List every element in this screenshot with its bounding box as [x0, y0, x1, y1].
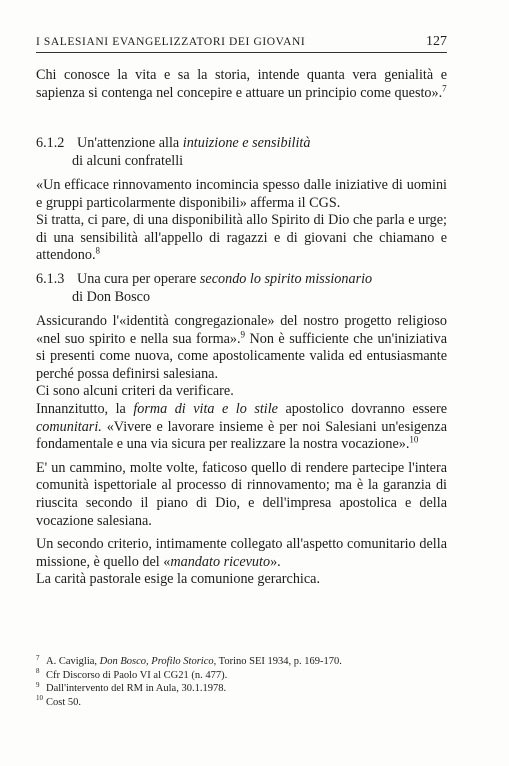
- section-613-body: [36, 313, 447, 589]
- footnote-text: A. Caviglia,: [46, 656, 100, 667]
- section-title-plain: Un'attenzione alla: [77, 135, 180, 151]
- section-612-body: [36, 177, 447, 265]
- intro-text: Chi conosce la vita e sa la storia, intende quanta vera genialità e sapienza si contenga nel concepire e attuare un principio come questo».: [36, 67, 447, 101]
- header-rule: [36, 52, 447, 53]
- paragraph: Un secondo criterio, intimamente collegato all'aspetto comunitario della missione, è quello del «: [36, 536, 447, 570]
- section-title-plain: Una cura per operare: [77, 271, 197, 287]
- footnote-ref: 8: [95, 245, 100, 256]
- paragraph-cont: ».: [270, 553, 281, 570]
- footnote: 10 Cost 50.: [36, 694, 82, 708]
- running-title: I SALESIANI EVANGELIZZATORI DEI GIOVANI: [36, 36, 306, 48]
- section-number: 6.1.3: [36, 271, 65, 287]
- section-title-italic: intuizione e sensibilità: [182, 135, 311, 151]
- paragraph-cont: apostolico dovranno essere: [277, 400, 447, 417]
- footnotes: [36, 655, 456, 709]
- footnote-ref: 9: [240, 328, 246, 339]
- footnote-text: Dall'intervento del RM in Aula, 30.1.1978.: [46, 683, 227, 695]
- paragraph: Assicurando l'«identità congregazionale» del nostro progetto religioso «nel suo spirito e nella sua forma».: [36, 313, 447, 347]
- paragraph-cont: Non è sufficiente che un'iniziativa si presenti come nuova, come apostolicamente valida ed entusiasmante perché possa definirsi salesiana.: [36, 330, 447, 382]
- footnote-ref: 10: [409, 434, 419, 445]
- paragraph: Si tratta, ci pare, di una disponibilità allo Spirito di Dio che parla e urge; di una sensibilità all'appello di ragazzi e di giovani che chiamano e attendono.: [36, 212, 447, 264]
- footnote: 7 A. Caviglia, Don Bosco, Profilo Storico, Torino SEI 1934, p. 169-170.: [36, 653, 342, 667]
- footnote-text: Cost 50.: [46, 696, 82, 708]
- footnote-text: Cfr Discorso di Paolo VI al CG21 (n. 477).: [46, 669, 228, 681]
- section-heading-613: [36, 271, 456, 306]
- paragraph: Innanzitutto, la: [36, 400, 134, 417]
- paragraph: Ci sono alcuni criteri da verificare.: [36, 383, 234, 400]
- paragraph-cont: «Vivere e lavorare insieme è per noi Salesiani un'esigenza fondamentale e una via sicura per realizzare la nostra vocazione».: [36, 418, 447, 453]
- paragraph: E' un cammino, molte volte, faticoso quello di rendere partecipe l'intera comunità ispettoriale al processo di rinnovamento; ma è la garanzia di riuscita secondo il piano di Dio, e dell'impresa apostolica e della vocazione salesiana.: [36, 459, 447, 529]
- section-title-continuation: di alcuni confratelli: [72, 152, 184, 169]
- intro-paragraph: [36, 67, 447, 102]
- paragraph: La carità pastorale esige la comunione gerarchica.: [36, 571, 320, 588]
- section-title-italic: secondo lo spirito missionario: [199, 271, 373, 287]
- italic-phrase: forma di vita e lo stile: [133, 400, 278, 417]
- footnote-text: Torino SEI 1934, p. 169-170.: [216, 656, 342, 667]
- footnote: 9 Dall'intervento del RM in Aula, 30.1.1978.: [36, 680, 227, 695]
- italic-phrase: comunitari.: [36, 418, 102, 435]
- section-title-continuation: di Don Bosco: [72, 288, 151, 305]
- footnote-italic: Don Bosco, Profilo Storico,: [99, 656, 217, 667]
- section-heading-612: [36, 135, 456, 170]
- footnote-ref: 7: [442, 82, 447, 93]
- footnote: 8 Cfr Discorso di Paolo VI al CG21 (n. 477).: [36, 667, 228, 681]
- italic-phrase: mandato ricevuto: [170, 553, 271, 570]
- page-number: 127: [426, 34, 447, 49]
- section-number: 6.1.2: [36, 135, 65, 151]
- paragraph: «Un efficace rinnovamento incomincia spesso dalle iniziative di uomini e gruppi particolarmente disponibili» afferma il CGS.: [36, 177, 447, 211]
